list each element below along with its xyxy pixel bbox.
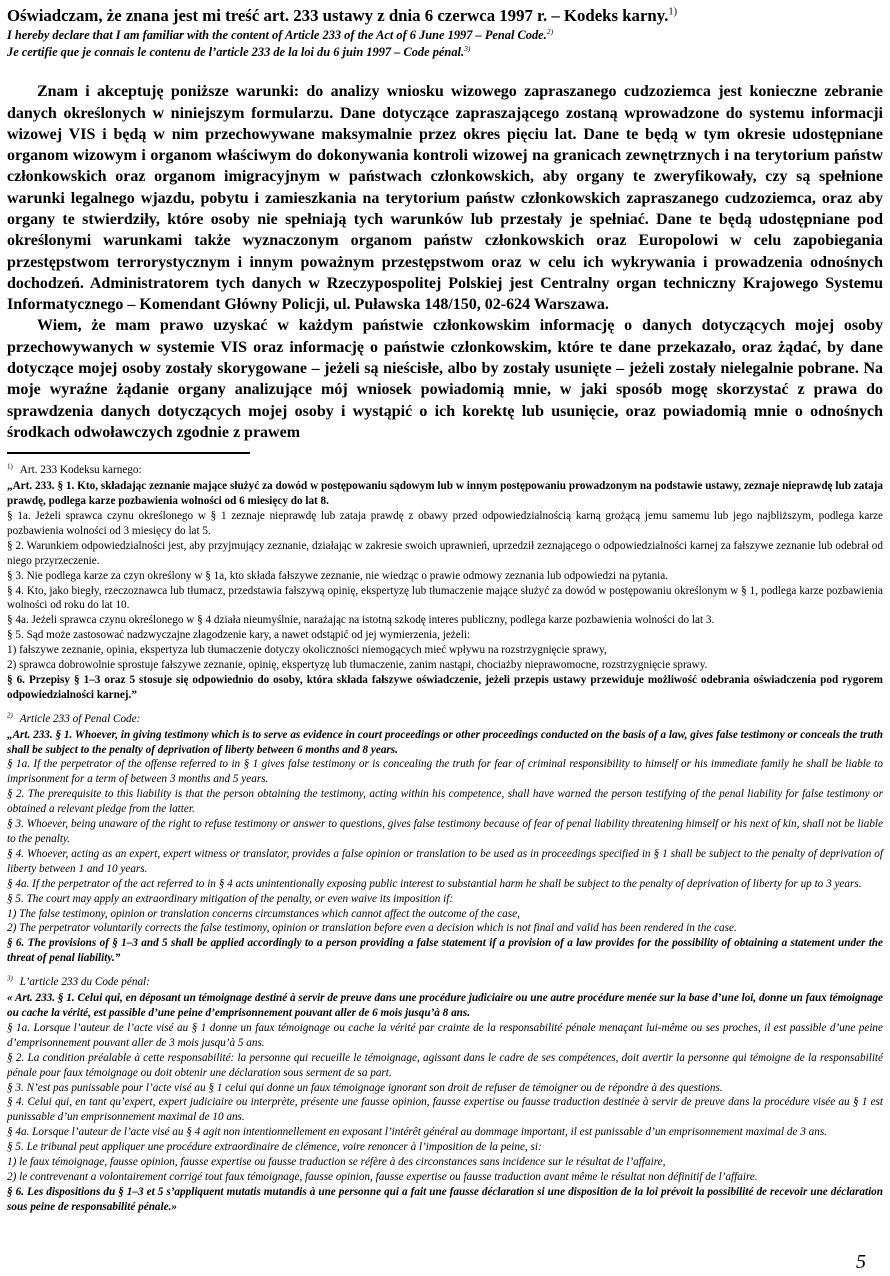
footnote-3 xyxy=(7,975,883,1215)
footnote-paragraph: § 4. Celui qui, en tant qu’expert, expert judiciaire ou interprète, présente une fausse opinion, fausse expertise ou fausse traduction destinée à servir de preuve dans la procédure visée au § 1 est punissable d’un emprisonnement maximal de 10 ans. xyxy=(7,1096,883,1124)
footnote-paragraph: § 6. Przepisy § 1–3 oraz 5 stosuje się odpowiednio do osoby, która składa fałszywe oświadczenie, jeżeli przepis ustawy przewiduje możliwość odebrania oświadczenia pod rygorem odpowiedzialności karnej.” xyxy=(7,673,883,701)
footnote-paragraph: „Art. 233. § 1. Kto, składając zeznanie mające służyć za dowód w postępowaniu sądowym lub w innym postępowaniu prowadzonym na podstawie ustawy, zeznaje nieprawdę lub zataja prawdę, podlega karze pozbawienia wolności od 6 miesięcy do lat 8. xyxy=(7,480,883,508)
footnote-paragraph: § 5. The court may apply an extraordinary mitigation of the penalty, or even waive its imposition if: xyxy=(7,892,454,905)
footnote-paragraph: § 1a. Jeżeli sprawca czynu określonego w § 1 zeznaje nieprawdę lub zataja prawdę z obawy przed odpowiedzialnością karną grożącą jemu samemu lub jego najbliższym, podlega karze pozbawienia wolności od 3 miesięcy do lat 5. xyxy=(7,509,883,537)
footnote-paragraph: § 6. The provisions of § 1–3 and 5 shall be applied accordingly to a person providing a false statement if a provision of a law provides for the possibility of obtaining a statement under the threat of penal liability.” xyxy=(7,937,883,965)
footnote-paragraph: 1) fałszywe zeznanie, opinia, ekspertyza lub tłumaczenie dotyczy okoliczności niemogących mieć wpływu na rozstrzygnięcie sprawy, xyxy=(7,644,607,657)
declaration-header xyxy=(7,6,883,61)
footnote-paragraph: § 6. Les dispositions du § 1–3 et 5 s’appliquent mutatis mutandis à une personne qui a fait une fausse déclaration si une disposition de la loi prévoit la possibilité de recevoir une déclaration sous peine de responsabilité pénale.» xyxy=(7,1185,883,1213)
footnote-paragraph: § 2. Warunkiem odpowiedzialności jest, aby przyjmujący zeznanie, działając w zakresie swoich uprawnień, uprzedził zeznającego o odpowiedzialności karnej za fałszywe zeznanie lub odebrał od niego przyrzeczenie. xyxy=(7,539,883,567)
footnote-2-marker: 2) xyxy=(7,711,13,720)
declaration-title-pl-text: Oświadczam, że znana jest mi treść art. 233 ustawy z dnia 6 czerwca 1997 r. – Kodeks karny. xyxy=(7,6,669,25)
declaration-title-fr xyxy=(7,44,883,61)
footnote-2 xyxy=(7,712,883,966)
footnote-paragraph: § 5. Sąd może zastosować nadzwyczajne złagodzenie kary, a nawet odstąpić od jej wymierzenia, jeżeli: xyxy=(7,629,471,642)
footnote-paragraph: § 4a. Jeżeli sprawca czynu określonego w § 4 działa nieumyślnie, narażając na istotną szkodę interes publiczny, podlega karze pozbawienia wolności do lat 3. xyxy=(7,614,715,627)
footnote-paragraph: § 3. Nie podlega karze za czyn określony w § 1a, kto składa fałszywe zeznanie, nie wiedząc o prawie odmowy zeznania lub odpowiedzi na pytania. xyxy=(7,569,669,582)
footnote-1-body xyxy=(7,479,883,703)
footnote-paragraph: § 4a. Lorsque l’auteur de l’acte visé au § 4 agit non intentionnellement en exposant l’intérêt général au dommage important, il est punissable d’un emprisonnement maximal de 3 ans. xyxy=(7,1126,827,1139)
footnote-ref-3: 3) xyxy=(464,43,471,53)
footnote-3-label: L’article 233 du Code pénal: xyxy=(19,976,150,989)
footnote-paragraph: § 4a. If the perpetrator of the act referred to in § 4 acts unintentionally exposing public interest to substantial harm he shall be subject to the penalty of deprivation of liberty for up to 3 years. xyxy=(7,877,862,890)
footnote-separator xyxy=(7,452,250,454)
body-paragraph-conditions: Znam i akceptuję poniższe warunki: do analizy wniosku wizowego zapraszanego cudzoziemca jest konieczne zebranie danych określonych w niniejszym formularzu. Dane dotyczące zapraszającego zostaną wprowadzone do systemu informacji wizowej VIS i będą w nim przechowywane maksymalnie przez okres pięciu lat. Dane te będą w tym okresie udostępniane organom wizowym i organom właściwym do dokonywania kontroli wizowej na granicach zewnętrznych i na terytorium państw członkowskich oraz organom imigracyjnym w państwach członkowskich, aby organy te zweryfikowały, czy są spełnione warunki legalnego wjazdu, pobytu i zamieszkania na terytorium państw członkowskich zapraszanego cudzoziemca, oraz aby organy te stwierdziły, które osoby nie spełniają tych warunków lub przestały je spełniać. Dane te będą udostępniane pod określonymi warunkami także wyznaczonym organom państw członkowskich oraz Europolowi w celu zapobiegania przestępstwom terrorystycznym i innym poważnym przestępstwom oraz w celu ich wykrywania i prowadzenia odnośnych dochodzeń. Administratorem tych danych w Rzeczypospolitej Polskiej jest Centralny organ techniczny Krajowego Systemu Informatycznego – Komendant Główny Policji, ul. Puławska 148/150, 02-624 Warszawa. xyxy=(7,83,883,314)
footnote-2-label-line xyxy=(7,712,883,727)
footnote-paragraph: § 4. Whoever, acting as an expert, expert witness or translator, provides a false opinion or translation to be used as in proceedings specified in § 1 shall be subject to the penalty of deprivation of liberty between 1 and 10 years. xyxy=(7,847,883,875)
footnote-3-marker: 3) xyxy=(7,974,13,983)
body-paragraph-rights: Wiem, że mam prawo uzyskać w każdym państwie członkowskim informację o danych dotyczących mojej osoby przechowywanych w systemie VIS oraz informację o państwie członkowskim, które te dane przekazało, oraz żądać, by dane dotyczące mojej osoby zostały skorygowane – jeżeli są nieścisłe, albo by zostały usunięte – jeżeli zostały nielegalnie pobrane. Na moje wyraźne żądanie organy analizujące mój wniosek powiadomią mnie, w jaki sposób mogę skorzystać z prawa do sprawdzenia danych dotyczących mojej osoby i wystąpić o ich korektę lub usunięcie, oraz powiadomią mnie o odnośnych środkach odwoławczych zgodnie z prawem xyxy=(7,317,883,441)
footnote-1-label-line xyxy=(7,463,883,478)
footnote-2-body xyxy=(7,728,883,967)
footnote-1 xyxy=(7,463,883,703)
footnote-paragraph: § 3. Whoever, being unaware of the right to refuse testimony or answer to questions, gives false testimony because of fear of penal liability threatening himself or his next of kin, shall not be liable to the penalty. xyxy=(7,818,883,845)
footnote-paragraph: 1) le faux témoignage, fausse opinion, fausse expertise ou fausse traduction se réfère à des circonstances sans incidence sur le résultat de l’affaire, xyxy=(7,1156,666,1169)
footnote-1-marker: 1) xyxy=(7,462,13,471)
declaration-title-en-text: I hereby declare that I am familiar with the content of Article 233 of the Act of 6 June 1997 – Penal Code. xyxy=(7,27,547,42)
page-number: 5 xyxy=(856,1251,866,1273)
footnote-3-label-line xyxy=(7,975,883,990)
footnote-paragraph: 2) sprawca dobrowolnie sprostuje fałszywe zeznanie, opinię, ekspertyzę lub tłumaczenie, zanim nastąpi, chociażby nieprawomocne, rozstrzygnięcie sprawy. xyxy=(7,659,708,672)
declaration-title-fr-text: Je certifie que je connais le contenu de l’article 233 de la loi du 6 juin 1997 – Code pénal. xyxy=(7,45,465,60)
footnote-1-label: Art. 233 Kodeksu karnego: xyxy=(19,464,142,477)
footnote-paragraph: § 5. Le tribunal peut appliquer une procédure extraordinaire de clémence, voire renoncer à l’imposition de la peine, si: xyxy=(7,1141,542,1154)
footnote-2-label: Article 233 of Penal Code: xyxy=(19,712,141,725)
footnote-paragraph: « Art. 233. § 1. Celui qui, en déposant un témoignage destiné à servir de preuve dans une procédure judiciaire ou une autre procédure menée sur la base d’une loi, donne un faux témoignage ou cache la vérité, est passible d’une peine d’emprisonnement pouvant aller de 6 mois jusqu’à 8 ans. xyxy=(7,992,883,1019)
footnote-paragraph: „Art. 233. § 1. Whoever, in giving testimony which is to serve as evidence in court proceedings or other proceedings conducted on the basis of a law, gives false testimony or conceals the truth shall be subject to the penalty of deprivation of liberty between 6 months and 8 years. xyxy=(7,728,883,756)
footnote-paragraph: § 2. The prerequisite to this liability is that the person obtaining the testimony, acting within his competence, shall have warned the person testifying of the penal liability for false testimony or obtained a relevant pledge from the latter. xyxy=(7,788,883,816)
footnote-paragraph: § 4. Kto, jako biegły, rzeczoznawca lub tłumacz, przedstawia fałszywą opinię, ekspertyzę lub tłumaczenie mające służyć za dowód w postępowaniu określonym w § 1, podlega karze pozbawienia wolności od roku do lat 10. xyxy=(7,584,883,612)
footnote-paragraph: 1) The false testimony, opinion or translation concerns circumstances which cannot affect the outcome of the case, xyxy=(7,907,520,920)
declaration-body xyxy=(7,81,883,443)
footnote-paragraph: § 3. N’est pas punissable pour l’acte visé au § 1 celui qui donne un faux témoignage ignorant son droit de refuser de témoigner ou de répondre à des questions. xyxy=(7,1081,723,1094)
declaration-title-pl xyxy=(7,6,883,27)
declaration-title-en xyxy=(7,27,883,44)
footnote-paragraph: § 1a. If the perpetrator of the offense referred to in § 1 gives false testimony or is concealing the truth for fear of criminal responsibility to himself or his immediate family he shall be liable to imprisonment for a term of between 3 months and 5 years. xyxy=(7,758,883,786)
footnote-paragraph: 2) le contrevenant a volontairement corrigé tout faux témoignage, fausse opinion, fausse expertise ou fausse traduction avant même le résultat non définitif de l’affaire. xyxy=(7,1170,758,1183)
footnote-paragraph: § 1a. Lorsque l’auteur de l’acte visé au § 1 donne un faux témoignage ou cache la vérité par crainte de la responsabilité pénale menaçant lui-même ou ses proches, il est passible d’une peine d’emprisonnement pouvant aller de 3 mois jusqu’à 5 ans. xyxy=(7,1021,883,1049)
footnote-3-body xyxy=(7,991,883,1215)
footnote-ref-1: 1) xyxy=(668,6,678,18)
footnote-paragraph: § 2. La condition préalable à cette responsabilité: la personne qui recueille le témoignage, agissant dans le cadre de ses compétences, doit avertir la personne qui témoigne de la responsabilité pénale pour faux témoignage ou doit obtenir une déclaration sous serment de sa part. xyxy=(7,1051,883,1079)
footnote-ref-2: 2) xyxy=(546,26,554,36)
footnote-paragraph: 2) The perpetrator voluntarily corrects the false testimony, opinion or translation before even a decision which is not final and valid has been rendered in the case. xyxy=(7,922,737,935)
